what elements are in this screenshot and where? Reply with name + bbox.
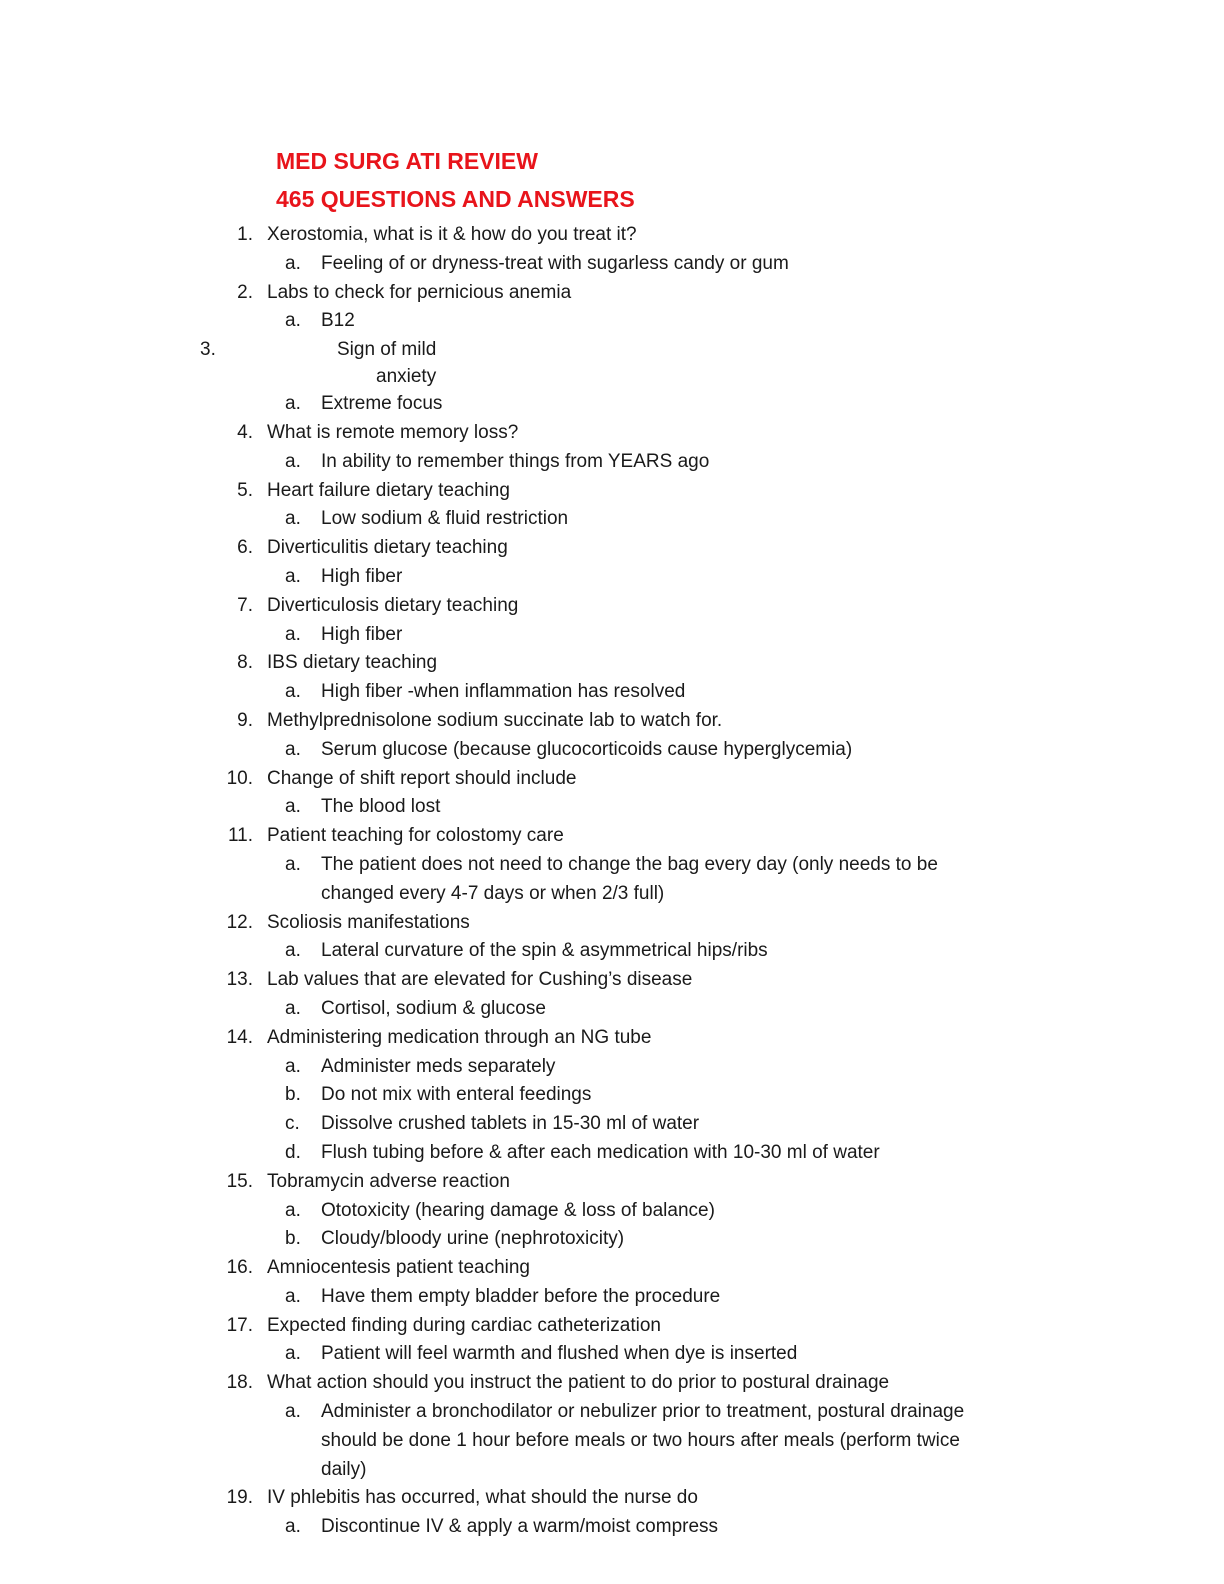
answer-letter: a.	[285, 681, 301, 703]
answer-letter: a.	[285, 393, 301, 415]
answer-letter: c.	[285, 1113, 300, 1135]
answer-text-continued: changed every 4-7 days or when 2/3 full)	[321, 882, 665, 904]
answer-16a	[0, 1283, 1224, 1312]
question-text: Amniocentesis patient teaching	[267, 1257, 530, 1279]
question-4	[0, 419, 1224, 448]
question-text: Patient teaching for colostomy care	[267, 825, 564, 847]
question-number: 8.	[237, 652, 253, 674]
question-text: Tobramycin adverse reaction	[267, 1170, 510, 1192]
question-text: IV phlebitis has occurred, what should the nurse do	[267, 1487, 698, 1509]
question-number: 18.	[226, 1372, 253, 1394]
answer-14a	[0, 1053, 1224, 1082]
question-text: Sign of mild	[337, 339, 437, 361]
answer-14d	[0, 1139, 1224, 1168]
answer-letter: d.	[285, 1141, 301, 1163]
answer-14c	[0, 1110, 1224, 1139]
question-15	[0, 1168, 1224, 1197]
question-16	[0, 1254, 1224, 1283]
question-number: 16.	[226, 1257, 253, 1279]
answer-letter: a.	[285, 1055, 301, 1077]
question-7	[0, 592, 1224, 621]
answer-text: Ototoxicity (hearing damage & loss of balance)	[321, 1199, 715, 1221]
answer-6a	[0, 563, 1224, 592]
question-text: Scoliosis manifestations	[267, 911, 470, 933]
answer-text: Extreme focus	[321, 393, 443, 415]
question-number: 11.	[227, 825, 253, 847]
answer-15a	[0, 1197, 1224, 1226]
question-10	[0, 765, 1224, 794]
question-12	[0, 909, 1224, 938]
question-text: Xerostomia, what is it & how do you treat it?	[267, 224, 637, 245]
answer-letter: a.	[285, 796, 301, 818]
question-text: Methylprednisolone sodium succinate lab to watch for.	[267, 709, 723, 731]
question-6	[0, 534, 1224, 563]
question-text: Administering medication through an NG tube	[267, 1026, 652, 1048]
question-14	[0, 1024, 1224, 1053]
answer-12a	[0, 937, 1224, 966]
answer-18a-continued	[0, 1427, 1224, 1456]
question-number: 3.	[200, 339, 216, 361]
answer-text: Administer a bronchodilator or nebulizer prior to treatment, postural drainage	[321, 1401, 965, 1423]
question-number: 15.	[226, 1170, 253, 1192]
answer-text: Discontinue IV & apply a warm/moist compress	[321, 1516, 719, 1538]
question-number: 9.	[237, 709, 253, 731]
answer-1a	[0, 250, 1224, 279]
question-text: What is remote memory loss?	[267, 421, 519, 443]
answer-text: High fiber	[321, 565, 403, 587]
document-title: MED SURG ATI REVIEW	[276, 148, 538, 174]
question-text: Expected finding during cardiac catheterization	[267, 1314, 661, 1336]
answer-letter: a.	[285, 1285, 301, 1307]
answer-text: High fiber	[321, 623, 403, 645]
answer-9a	[0, 736, 1224, 765]
answer-letter: a.	[285, 1401, 301, 1423]
answer-text: Dissolve crushed tablets in 15-30 ml of water	[321, 1113, 700, 1135]
question-1	[0, 221, 1224, 250]
answer-letter: a.	[285, 252, 301, 274]
answer-4a	[0, 448, 1224, 477]
answer-letter: b.	[285, 1228, 301, 1250]
question-number: 17.	[226, 1314, 253, 1336]
question-number: 14.	[226, 1026, 253, 1048]
question-11	[0, 822, 1224, 851]
answer-text: Cloudy/bloody urine (nephrotoxicity)	[321, 1228, 625, 1250]
question-number: 6.	[237, 537, 253, 559]
answer-letter: a.	[285, 1343, 301, 1365]
answer-letter: a.	[285, 450, 301, 472]
answer-text: In ability to remember things from YEARS ago	[321, 450, 710, 472]
answer-letter: a.	[285, 565, 301, 587]
question-text: Labs to check for pernicious anemia	[267, 281, 572, 303]
answer-letter: a.	[285, 623, 301, 645]
question-5	[0, 477, 1224, 506]
answer-text: Serum glucose (because glucocorticoids cause hyperglycemia)	[321, 738, 853, 760]
answer-letter: a.	[285, 853, 301, 875]
question-18	[0, 1369, 1224, 1398]
answer-text: High fiber -when inflammation has resolved	[321, 681, 686, 703]
answer-14b	[0, 1081, 1224, 1110]
document-subtitle: 465 QUESTIONS AND ANSWERS	[276, 186, 635, 212]
question-13	[0, 966, 1224, 995]
answer-text: Have them empty bladder before the procedure	[321, 1285, 721, 1307]
answer-text: Low sodium & fluid restriction	[321, 508, 569, 530]
answer-text-continued: daily)	[321, 1458, 367, 1480]
question-number: 2.	[237, 281, 253, 303]
question-number: 10.	[226, 767, 253, 789]
question-number: 7.	[237, 594, 253, 616]
answer-7a	[0, 621, 1224, 650]
answer-text: Feeling of or dryness-treat with sugarless candy or gum	[321, 252, 789, 274]
answer-text: The blood lost	[321, 796, 441, 818]
answer-letter: a.	[285, 1516, 301, 1538]
answer-text: The patient does not need to change the bag every day (only needs to be	[321, 853, 938, 875]
answer-17a	[0, 1340, 1224, 1369]
answer-text-continued: should be done 1 hour before meals or two hours after meals (perform twice	[321, 1429, 960, 1451]
question-number: 12.	[226, 911, 253, 933]
question-19	[0, 1484, 1224, 1513]
answer-3a	[0, 390, 1224, 419]
question-number: 1.	[237, 224, 253, 245]
question-text: Lab values that are elevated for Cushing’s disease	[267, 969, 693, 991]
answer-15b	[0, 1225, 1224, 1254]
answer-text: Patient will feel warmth and flushed when dye is inserted	[321, 1343, 798, 1365]
answer-13a	[0, 995, 1224, 1024]
answer-5a	[0, 505, 1224, 534]
answer-10a	[0, 793, 1224, 822]
question-text: IBS dietary teaching	[267, 652, 438, 674]
question-3-continued	[0, 363, 1224, 390]
answer-letter: a.	[285, 997, 301, 1019]
answer-text: Administer meds separately	[321, 1055, 556, 1077]
answer-11a	[0, 851, 1224, 880]
question-9	[0, 707, 1224, 736]
question-text: Diverticulosis dietary teaching	[267, 594, 519, 616]
answer-letter: a.	[285, 738, 301, 760]
answer-text: Lateral curvature of the spin & asymmetrical hips/ribs	[321, 940, 768, 962]
question-text: What action should you instruct the patient to do prior to postural drainage	[267, 1372, 890, 1394]
question-8	[0, 649, 1224, 678]
answer-letter: a.	[285, 310, 301, 332]
answer-letter: a.	[285, 940, 301, 962]
answer-text: Do not mix with enteral feedings	[321, 1084, 592, 1106]
question-3	[0, 336, 1224, 363]
answer-letter: a.	[285, 508, 301, 530]
question-text: Heart failure dietary teaching	[267, 479, 510, 501]
answer-text: Flush tubing before & after each medication with 10-30 ml of water	[321, 1141, 880, 1163]
question-number: 5.	[237, 479, 253, 501]
question-number: 4.	[237, 421, 253, 443]
answer-8a	[0, 678, 1224, 707]
answer-letter: b.	[285, 1084, 301, 1106]
question-text: Change of shift report should include	[267, 767, 577, 789]
answer-letter: a.	[285, 1199, 301, 1221]
question-number: 13.	[226, 969, 253, 991]
answer-18a-continued-2	[0, 1456, 1224, 1485]
question-text: Diverticulitis dietary teaching	[267, 537, 508, 559]
question-text-continued: anxiety	[376, 366, 437, 388]
answer-text: B12	[321, 310, 355, 332]
answer-19a	[0, 1513, 1224, 1542]
question-number: 19.	[226, 1487, 253, 1509]
question-list	[0, 221, 1224, 1542]
answer-11a-continued	[0, 880, 1224, 909]
question-17	[0, 1312, 1224, 1341]
question-2	[0, 279, 1224, 308]
answer-18a	[0, 1398, 1224, 1427]
answer-2a	[0, 307, 1224, 336]
answer-text: Cortisol, sodium & glucose	[321, 997, 546, 1019]
